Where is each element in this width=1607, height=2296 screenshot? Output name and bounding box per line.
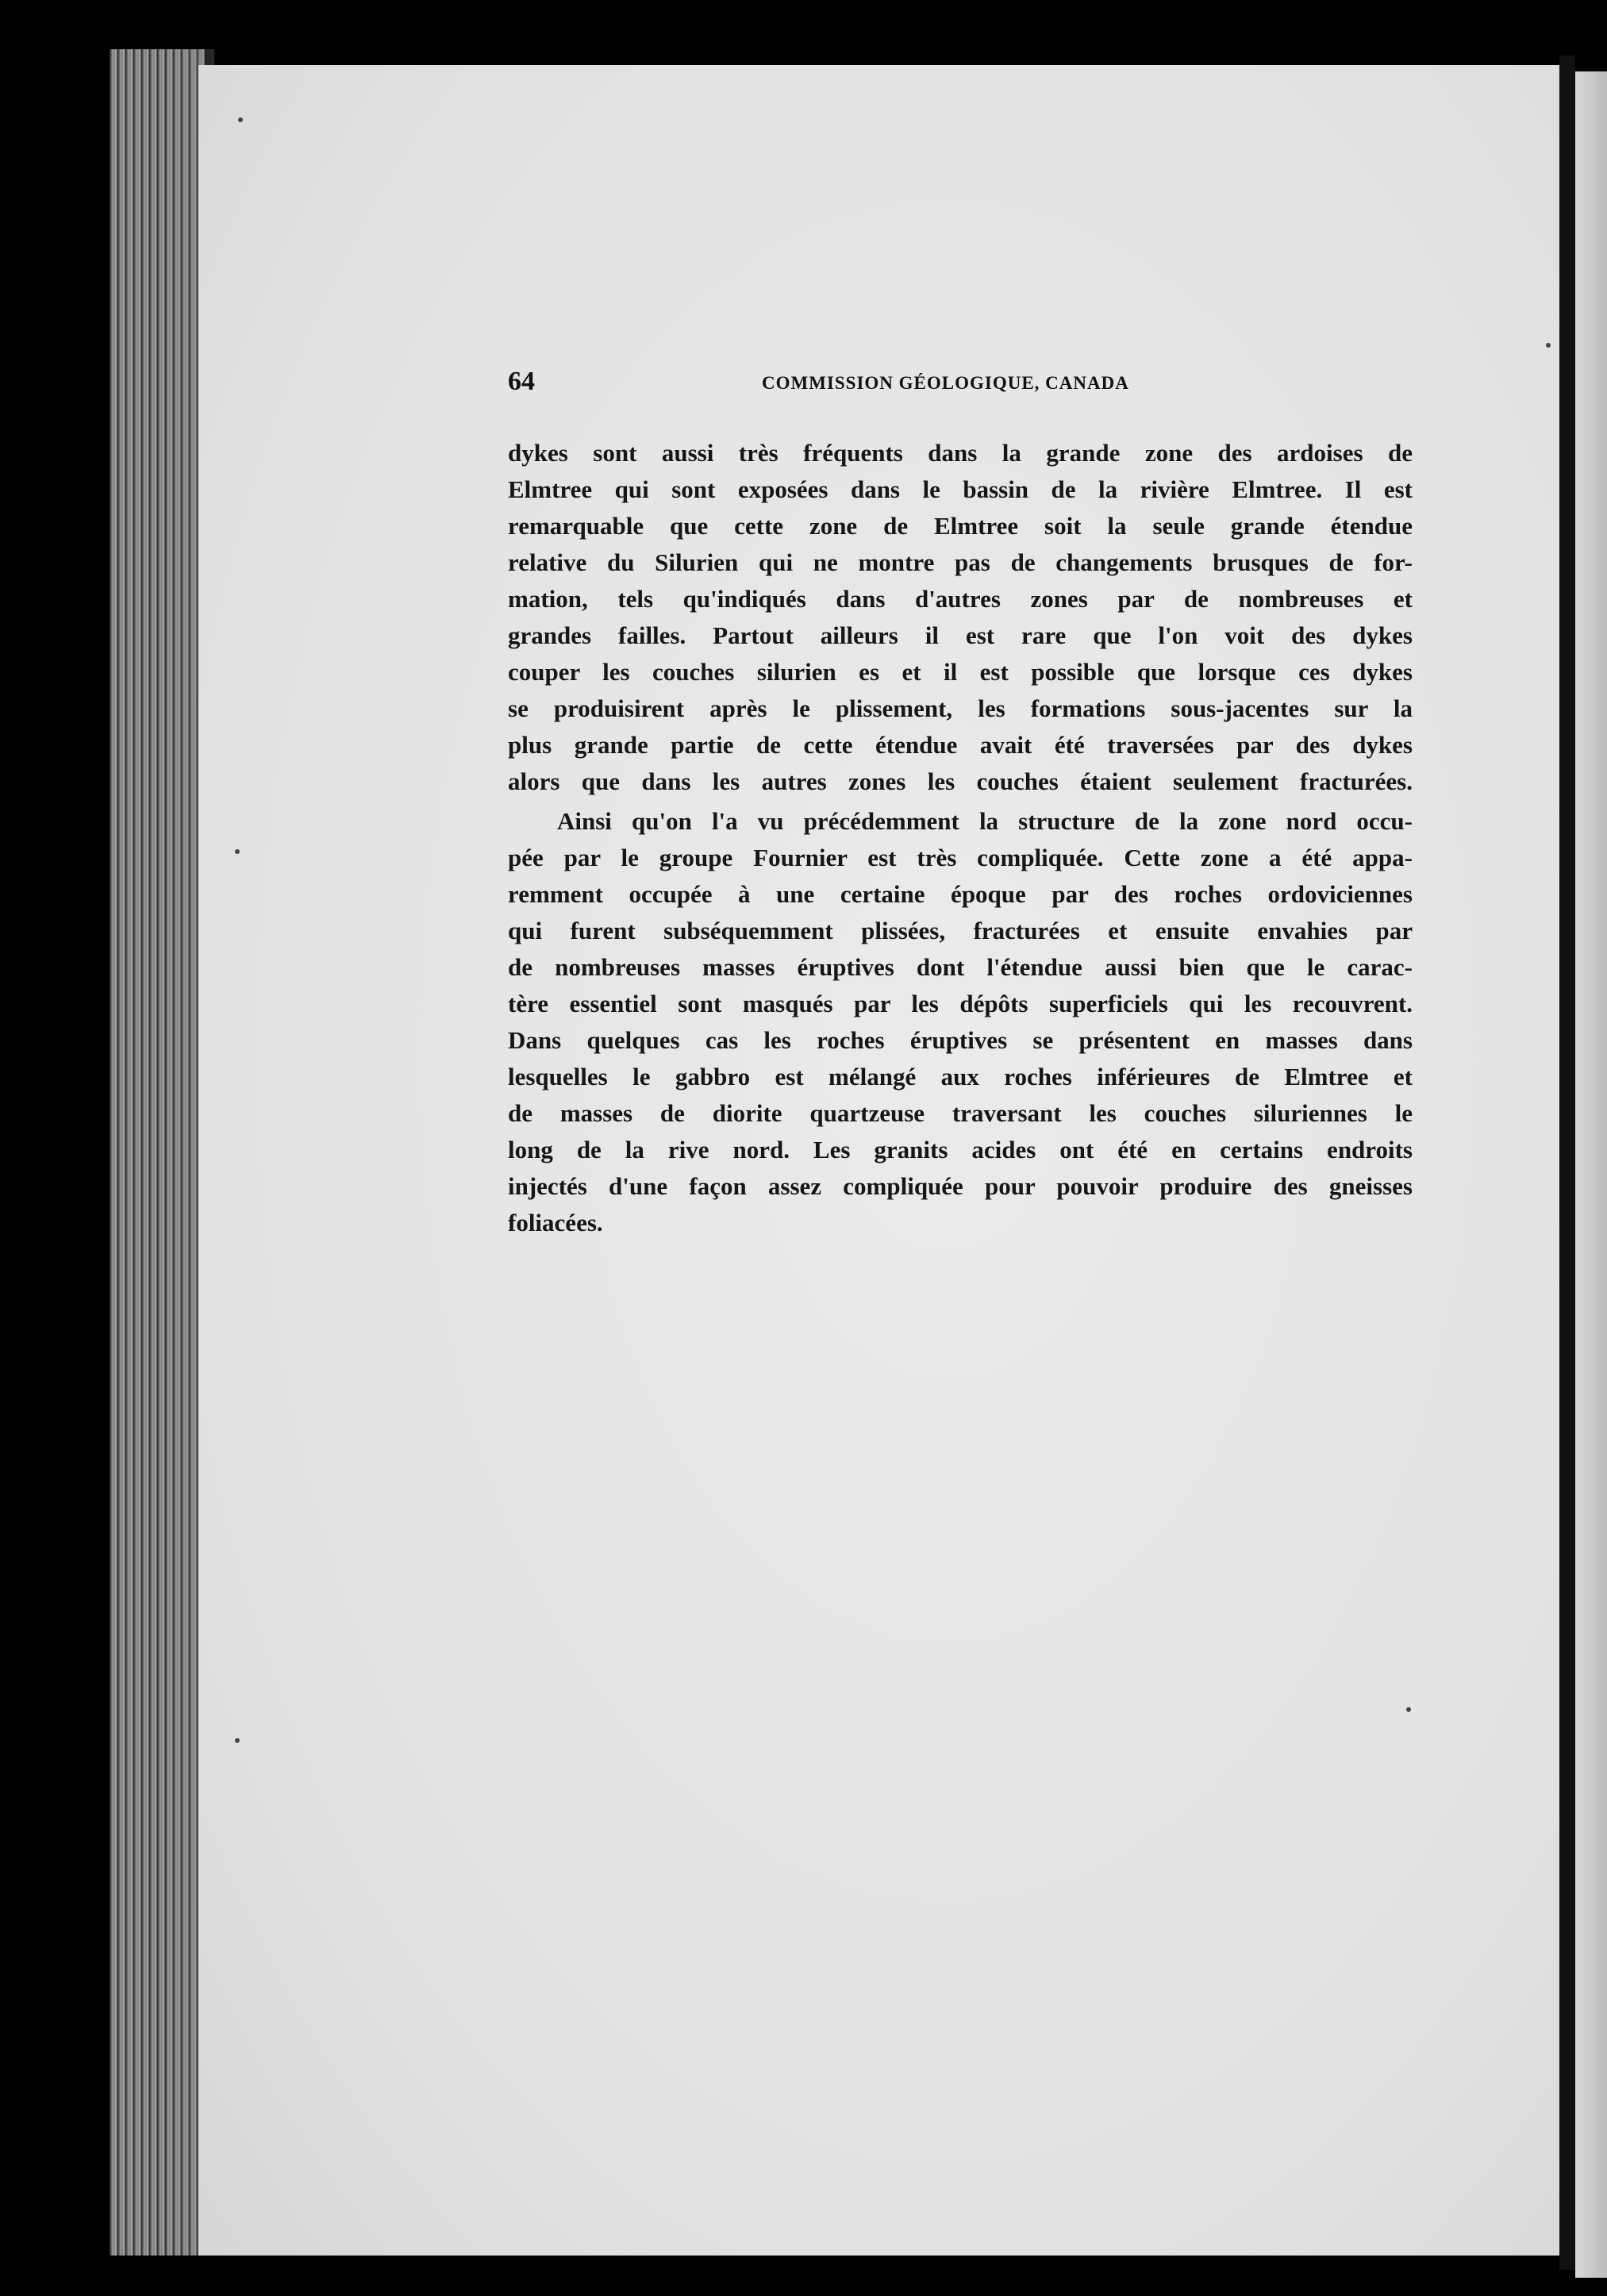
dust-speck: [235, 849, 240, 854]
right-gutter: [1559, 56, 1575, 2270]
text-line: couper les couches silurien es et il est possible que lorsque ces dykes: [508, 658, 1413, 686]
text-line: se produisirent après le plissement, les formations sous-jacentes sur la: [508, 694, 1413, 722]
text-line: grandes failles. Partout ailleurs il est rare que l'on voit des dykes: [508, 621, 1413, 649]
text-line: relative du Silurien qui ne montre pas de changements brusques de for-: [508, 548, 1413, 576]
text-line: remment occupée à une certaine époque par des roches ordoviciennes: [508, 880, 1413, 908]
text-line: qui furent subséquemment plissées, fracturées et ensuite envahies par: [508, 917, 1413, 944]
text-line: Dans quelques cas les roches éruptives se présentent en masses dans: [508, 1026, 1413, 1054]
text-line: injectés d'une façon assez compliquée pour pouvoir produire des gneisses: [508, 1172, 1413, 1200]
facing-page-edge: [1575, 71, 1607, 2278]
text-line: foliacées.: [508, 1209, 603, 1236]
page-number: 64: [508, 367, 535, 396]
text-line: lesquelles le gabbro est mélangé aux roches inférieures de Elmtree et: [508, 1063, 1413, 1090]
text-line: long de la rive nord. Les granits acides ont été en certains endroits: [508, 1136, 1413, 1163]
text-line: mation, tels qu'indiqués dans d'autres zones par de nombreuses et: [508, 585, 1413, 613]
text-line: tère essentiel sont masqués par les dépôts superficiels qui les recouvrent.: [508, 990, 1413, 1017]
paragraph-1: [508, 435, 1413, 800]
text-line: de nombreuses masses éruptives dont l'étendue aussi bien que le carac-: [508, 953, 1413, 981]
dust-speck: [1546, 343, 1551, 348]
text-line: Elmtree qui sont exposées dans le bassin de la rivière Elmtree. Il est: [508, 475, 1413, 503]
text-line: remarquable que cette zone de Elmtree soit la seule grande étendue: [508, 512, 1413, 540]
text-line: alors que dans les autres zones les couches étaient seulement fracturées.: [508, 767, 1413, 795]
text-line: Ainsi qu'on l'a vu précédemment la structure de la zone nord occu-: [557, 807, 1413, 835]
running-head-title: COMMISSION GÉOLOGIQUE, CANADA: [762, 373, 1129, 393]
dust-speck: [235, 1738, 240, 1743]
text-line: de masses de diorite quartzeuse traversant les couches siluriennes le: [508, 1099, 1413, 1127]
body-text: [508, 435, 1413, 1241]
text-line: pée par le groupe Fournier est très compliquée. Cette zone a été appa-: [508, 844, 1413, 871]
paragraph-2: [508, 803, 1413, 1241]
text-line: plus grande partie de cette étendue avait été traversées par des dykes: [508, 731, 1413, 759]
text-line: dykes sont aussi très fréquents dans la grande zone des ardoises de: [508, 439, 1413, 467]
dust-speck: [1406, 1707, 1411, 1712]
dust-speck: [238, 117, 243, 122]
